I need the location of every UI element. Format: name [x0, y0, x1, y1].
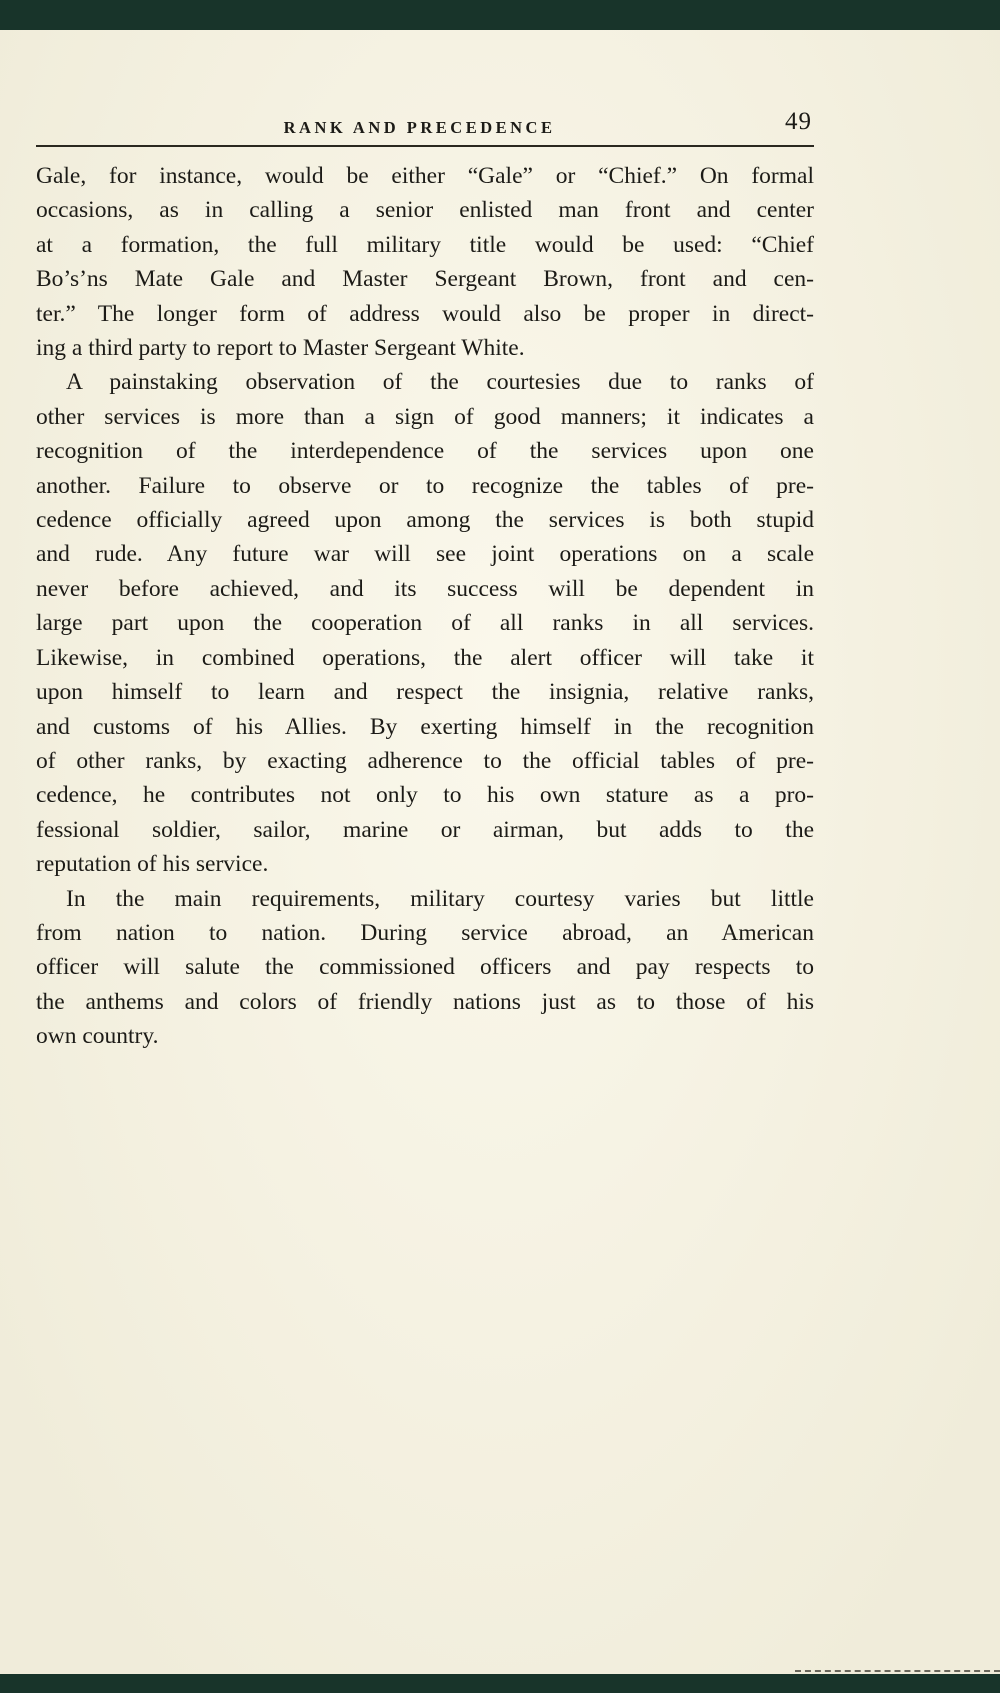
text-line: own country. [36, 1023, 159, 1050]
text-line: another. Failure to observe or to recognize the tables of pre- [36, 472, 814, 499]
running-header-title: RANK AND PRECEDENCE [283, 118, 556, 137]
page-number: 49 [785, 108, 812, 135]
paragraph [36, 882, 814, 1054]
text-line: cedence officially agreed upon among the services is both stupid [36, 507, 814, 534]
page-header [36, 108, 814, 147]
text-line: cedence, he contributes not only to his own stature as a pro- [36, 782, 814, 809]
text-line: and customs of his Allies. By exerting himself in the recognition [36, 713, 814, 740]
text-block [36, 108, 814, 1054]
scan-edge-top [0, 0, 1000, 30]
text-line: ter.” The longer form of address would also be proper in direct- [36, 300, 814, 327]
text-line: In the main requirements, military courtesy varies but little [66, 885, 814, 912]
scan-artifact-dashes [795, 1670, 1000, 1672]
paragraph [36, 159, 814, 365]
text-line: occasions, as in calling a senior enlisted man front and center [36, 197, 814, 224]
text-line: reputation of his service. [36, 851, 269, 878]
text-line: Likewise, in combined operations, the alert officer will take it [36, 644, 814, 671]
text-line: large part upon the cooperation of all ranks in all services. [36, 610, 814, 637]
text-line: other services is more than a sign of good manners; it indicates a [36, 403, 814, 430]
text-line: A painstaking observation of the courtesies due to ranks of [66, 369, 814, 396]
text-line: Gale, for instance, would be either “Gale” or “Chief.” On formal [36, 163, 814, 189]
text-line: never before achieved, and its success will be dependent in [36, 575, 814, 602]
text-line: of other ranks, by exacting adherence to the official tables of pre- [36, 747, 814, 774]
text-line: from nation to nation. During service abroad, an American [36, 919, 814, 946]
text-line: recognition of the interdependence of the services upon one [36, 438, 814, 465]
text-line: officer will salute the commissioned officers and pay respects to [36, 954, 814, 981]
text-line: and rude. Any future war will see joint operations on a scale [36, 541, 814, 568]
text-line: at a formation, the full military title would be used: “Chief [36, 231, 814, 258]
scan-edge-bottom [0, 1674, 1000, 1693]
text-line: upon himself to learn and respect the insignia, relative ranks, [36, 679, 814, 706]
text-line: Bo’s’ns Mate Gale and Master Sergeant Brown, front and cen- [36, 266, 814, 293]
text-line: the anthems and colors of friendly nations just as to those of his [36, 988, 814, 1015]
text-line: fessional soldier, sailor, marine or airman, but adds to the [36, 816, 814, 843]
text-line: ing a third party to report to Master Sergeant White. [36, 335, 525, 362]
body-text [36, 159, 814, 1054]
paragraph [36, 365, 814, 881]
